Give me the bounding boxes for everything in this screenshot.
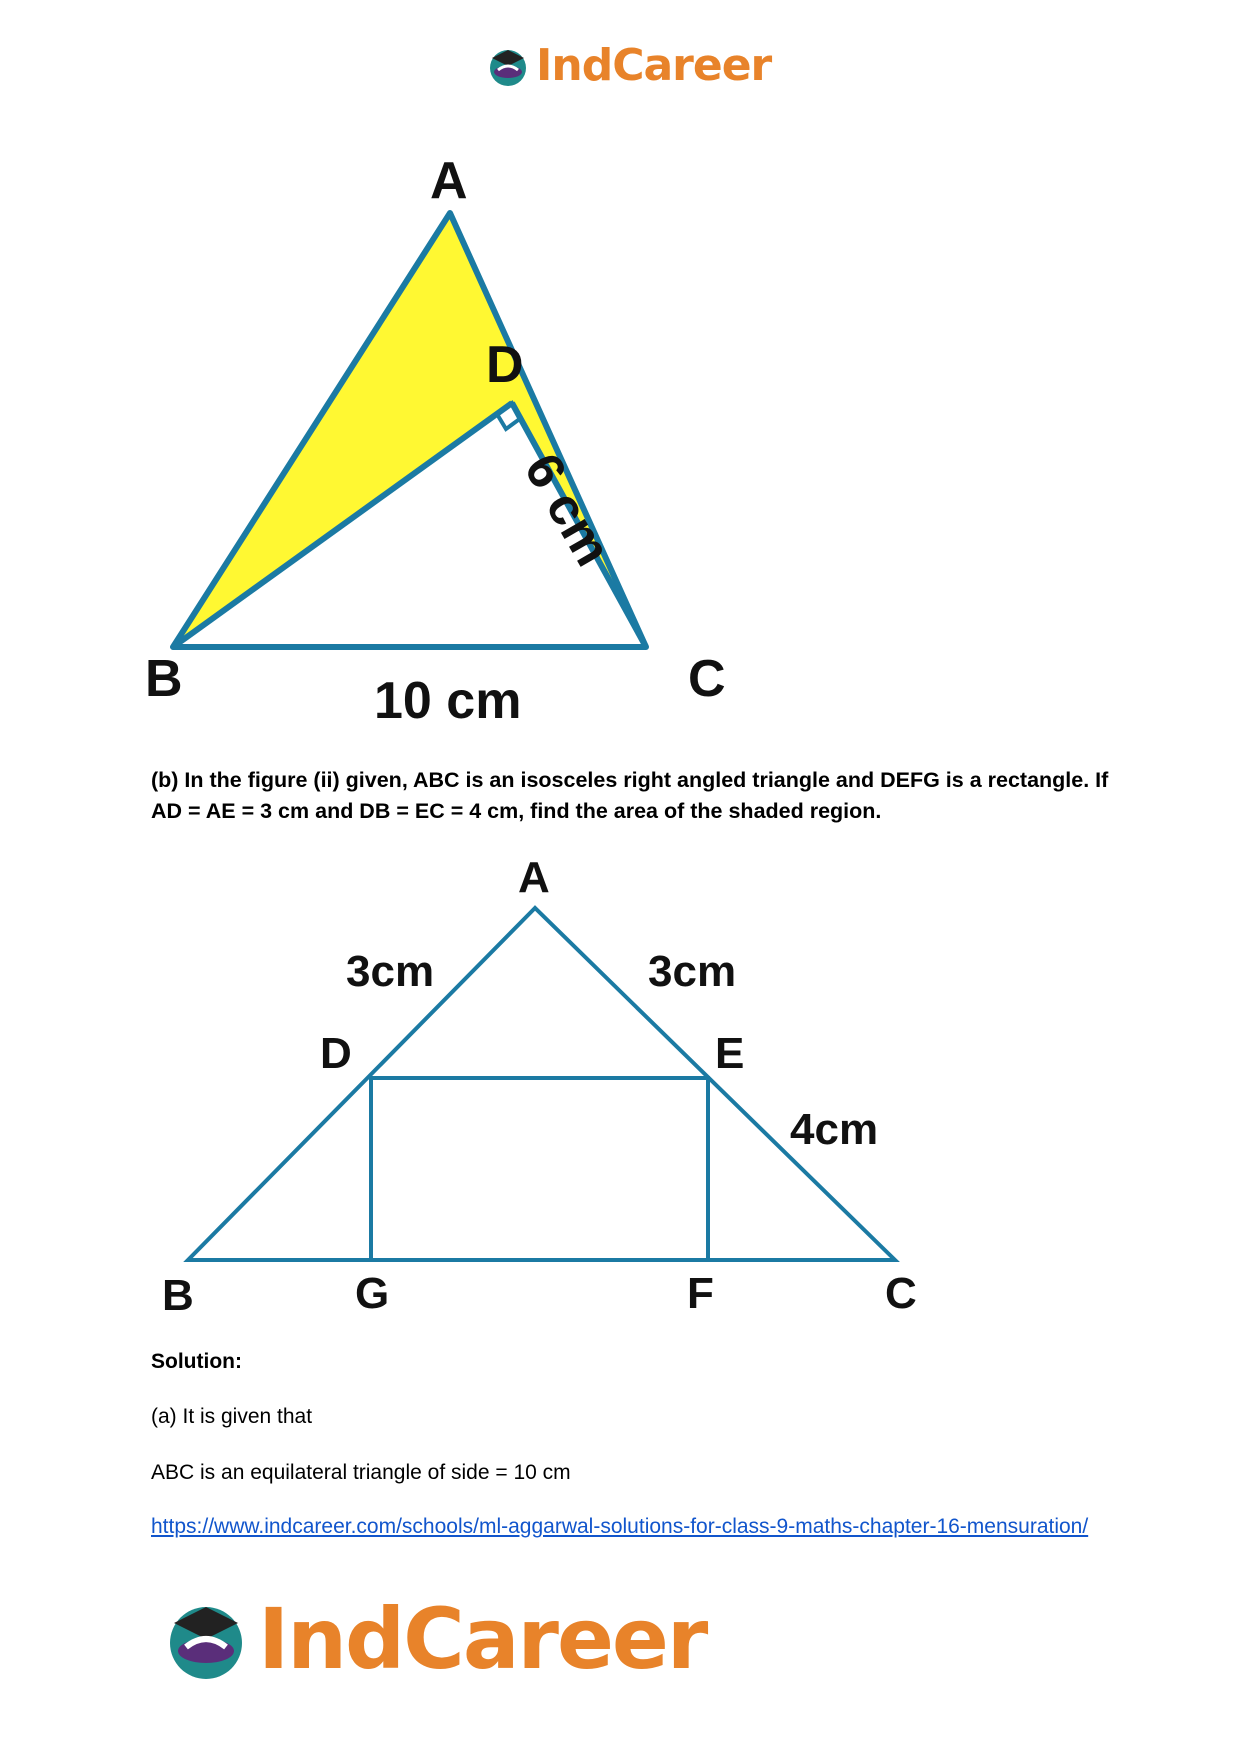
- triangle-abc: [188, 908, 895, 1260]
- graduation-books-icon: [486, 44, 530, 88]
- label-d: D: [320, 1029, 352, 1078]
- solution-heading: Solution:: [151, 1350, 242, 1373]
- solution-line-2: ABC is an equilateral triangle of side = 10 cm: [151, 1461, 571, 1484]
- indcareer-logo-top: [486, 40, 771, 91]
- brand-name: IndCareer: [258, 1590, 707, 1688]
- indcareer-logo-bottom: [162, 1590, 706, 1688]
- label-side-dc: 6 cm: [512, 444, 623, 576]
- label-ec: 4cm: [790, 1105, 879, 1154]
- figure-triangle-abc-d: [140, 150, 740, 730]
- label-c: C: [885, 1269, 917, 1318]
- graduation-books-icon: [162, 1595, 250, 1683]
- label-d: D: [486, 336, 524, 394]
- question-b: (b) In the figure (ii) given, ABC is an isosceles right angled triangle and DEFG is a rectangle. If AD = AE = 3 cm and DB = EC = 4 cm, find the area of the shaded region.: [151, 768, 1109, 823]
- label-b: B: [145, 650, 183, 708]
- solution-line-1: (a) It is given that: [151, 1405, 313, 1428]
- label-side-bc: 10 cm: [374, 672, 522, 730]
- label-g: G: [355, 1269, 390, 1318]
- label-c: C: [688, 650, 726, 708]
- rectangle-defg: [371, 1078, 708, 1260]
- label-a: A: [430, 152, 468, 210]
- label-ad: 3cm: [346, 947, 435, 996]
- label-b: B: [162, 1271, 194, 1320]
- label-ae: 3cm: [648, 947, 737, 996]
- label-e: E: [715, 1029, 745, 1078]
- source-link[interactable]: https://www.indcareer.com/schools/ml-aggarwal-solutions-for-class-9-maths-chapter-16-mensuration/: [151, 1515, 1089, 1538]
- figure-triangle-defg: [150, 858, 930, 1328]
- label-a: A: [518, 858, 550, 902]
- label-f: F: [687, 1269, 714, 1318]
- brand-name: IndCareer: [536, 40, 772, 91]
